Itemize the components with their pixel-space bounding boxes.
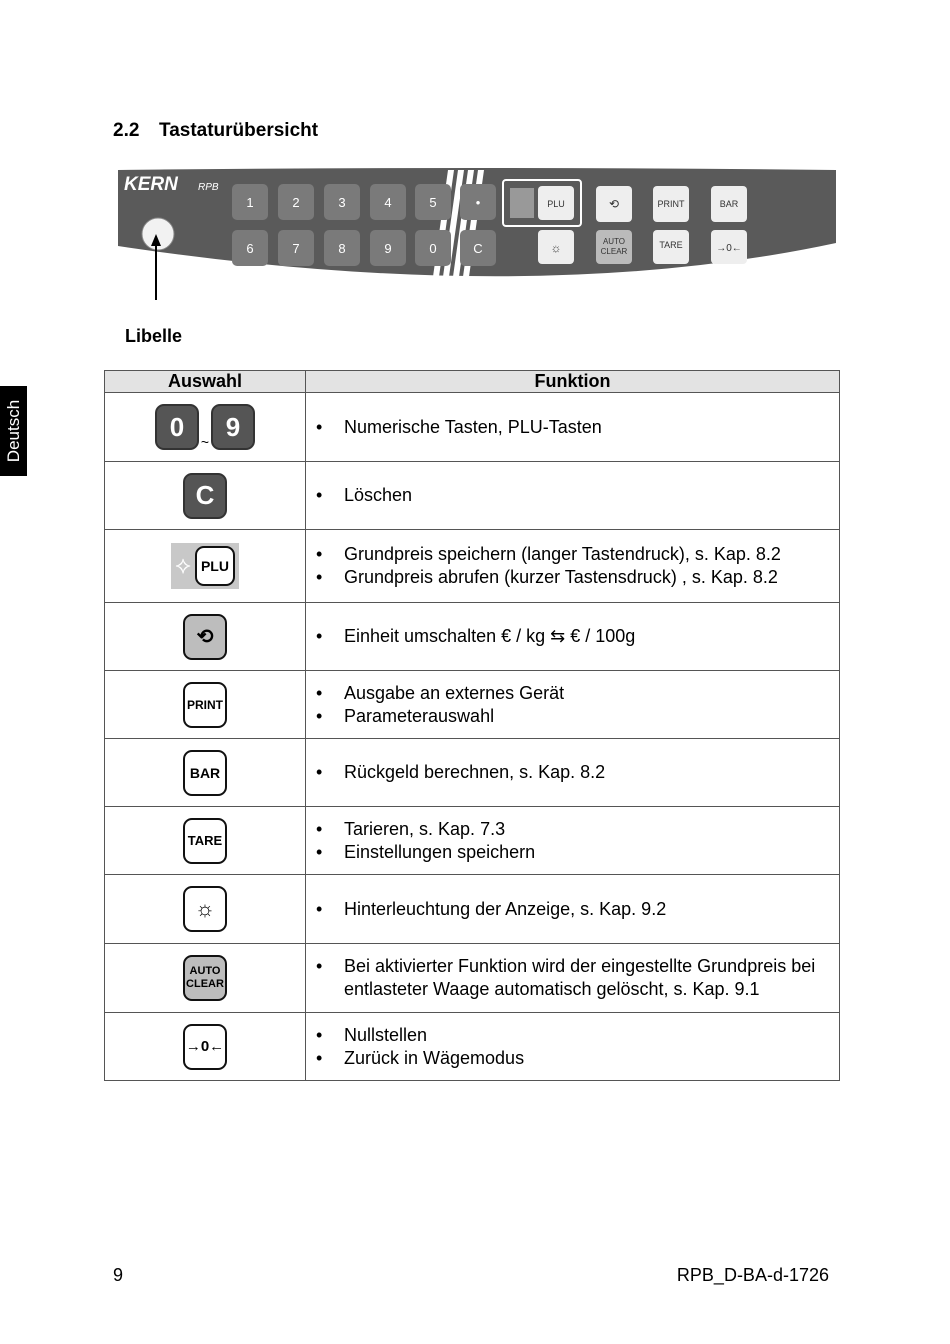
zero-key-icon: →0← xyxy=(183,1024,227,1070)
auto-clear-key-icon: AUTO CLEAR xyxy=(183,955,227,1001)
svg-text:C: C xyxy=(473,241,483,256)
key-c-icon: C xyxy=(183,473,227,519)
list-item: • Tarieren, s. Kap. 7.3 xyxy=(316,818,839,841)
panel-key-unit xyxy=(596,186,632,222)
table-row xyxy=(105,603,840,671)
key-table xyxy=(104,370,840,1081)
column-header: Auswahl xyxy=(105,371,306,393)
panel-key-bar xyxy=(711,186,747,222)
backlight-key-icon: ☼ xyxy=(183,886,227,932)
svg-text:AUTO: AUTO xyxy=(602,237,626,246)
panel-key xyxy=(460,230,496,266)
panel-key xyxy=(278,184,314,220)
panel-key-tare xyxy=(653,230,689,264)
tilde: ~ xyxy=(200,434,210,450)
svg-text:0: 0 xyxy=(429,241,437,256)
svg-text:8: 8 xyxy=(338,241,346,256)
table-row xyxy=(105,944,840,1013)
panel-key xyxy=(232,230,268,266)
svg-text:7: 7 xyxy=(292,241,300,256)
table-row xyxy=(105,462,840,530)
panel-key xyxy=(415,184,451,220)
key-9-icon: 9 xyxy=(211,404,255,450)
panel-key xyxy=(324,184,360,220)
panel-model: RPB xyxy=(198,182,219,193)
svg-text:PLU: PLU xyxy=(547,199,565,209)
list-item: • Einstellungen speichern xyxy=(316,841,839,864)
panel-key xyxy=(460,184,496,220)
plu-key-icon: ⟡ PLU xyxy=(171,543,239,589)
page-number: 9 xyxy=(113,1265,124,1285)
keyboard-panel xyxy=(112,168,838,300)
svg-text:4: 4 xyxy=(384,195,392,210)
panel-key xyxy=(278,230,314,266)
table-row xyxy=(105,739,840,807)
panel-key xyxy=(370,230,406,266)
plu-memory-icon xyxy=(510,188,534,218)
plu-memory-icon: ⟡ xyxy=(175,552,191,579)
section-heading xyxy=(113,120,318,142)
table-row xyxy=(105,1013,840,1081)
svg-text:6: 6 xyxy=(246,241,254,256)
list-item: • Parameterauswahl xyxy=(316,705,839,728)
panel-brand: KERN xyxy=(124,174,178,195)
table-row xyxy=(105,807,840,875)
list-item: • Grundpreis speichern (langer Tastendruck), s. Kap. 8.2 xyxy=(316,543,839,566)
panel-key xyxy=(232,184,268,220)
panel-key xyxy=(324,230,360,266)
list-item: • Nullstellen xyxy=(316,1024,839,1047)
table-row xyxy=(105,875,840,944)
svg-text:TARE: TARE xyxy=(659,240,683,250)
list-item: • Einheit umschalten € / kg ⇆ € / 100g xyxy=(316,625,839,648)
list-item: • Bei aktivierter Funktion wird der eingestellte Grundpreis bei entlasteter Waage automatisch gelöscht, s. Kap. 9.1 xyxy=(316,955,839,1001)
svg-text:1: 1 xyxy=(246,195,254,210)
bar-key-icon: BAR xyxy=(183,750,227,796)
list-item: • Ausgabe an externes Gerät xyxy=(316,682,839,705)
svg-text:⟲: ⟲ xyxy=(608,197,620,211)
language-tab-label: Deutsch xyxy=(3,399,23,463)
panel-key xyxy=(370,184,406,220)
table-row xyxy=(105,393,840,462)
print-key-icon: PRINT xyxy=(183,682,227,728)
panel-key-zero xyxy=(711,230,747,264)
tare-key-icon: TARE xyxy=(183,818,227,864)
libelle-label: Libelle xyxy=(125,326,183,346)
list-item: • Grundpreis abrufen (kurzer Tastensdruck) , s. Kap. 8.2 xyxy=(316,566,839,589)
panel-key-autoclear xyxy=(596,230,632,264)
list-item: • Rückgeld berechnen, s. Kap. 8.2 xyxy=(316,761,839,784)
key-0-icon: 0 xyxy=(155,404,199,450)
unit-switch-icon: ⟲ xyxy=(183,614,227,660)
svg-text:→0←: →0← xyxy=(716,243,742,254)
svg-text:CLEAR: CLEAR xyxy=(600,247,628,256)
language-tab xyxy=(0,386,27,476)
column-header: Funktion xyxy=(306,371,840,393)
panel-key-light xyxy=(538,230,574,264)
table-row xyxy=(105,530,840,603)
panel-key-plu xyxy=(538,186,574,220)
panel-key-print xyxy=(653,186,689,222)
svg-text:•: • xyxy=(475,195,481,210)
svg-text:9: 9 xyxy=(384,241,392,256)
svg-text:3: 3 xyxy=(338,195,346,210)
list-item: • Löschen xyxy=(316,484,839,507)
svg-text:BAR: BAR xyxy=(719,199,739,209)
svg-text:PRINT: PRINT xyxy=(657,199,685,209)
table-row xyxy=(105,671,840,739)
document-id: RPB_D-BA-d-1726 xyxy=(676,1265,829,1285)
list-item: • Hinterleuchtung der Anzeige, s. Kap. 9.2 xyxy=(316,898,839,921)
list-item: • Zurück in Wägemodus xyxy=(316,1047,839,1070)
svg-text:☼: ☼ xyxy=(550,241,562,255)
section-title: Tastaturübersicht xyxy=(159,120,319,141)
svg-text:5: 5 xyxy=(429,195,437,210)
list-item: • Numerische Tasten, PLU-Tasten xyxy=(316,416,839,439)
section-number: 2.2 xyxy=(113,120,140,141)
svg-text:2: 2 xyxy=(292,195,300,210)
panel-key xyxy=(415,230,451,266)
table-header-row xyxy=(105,371,840,393)
